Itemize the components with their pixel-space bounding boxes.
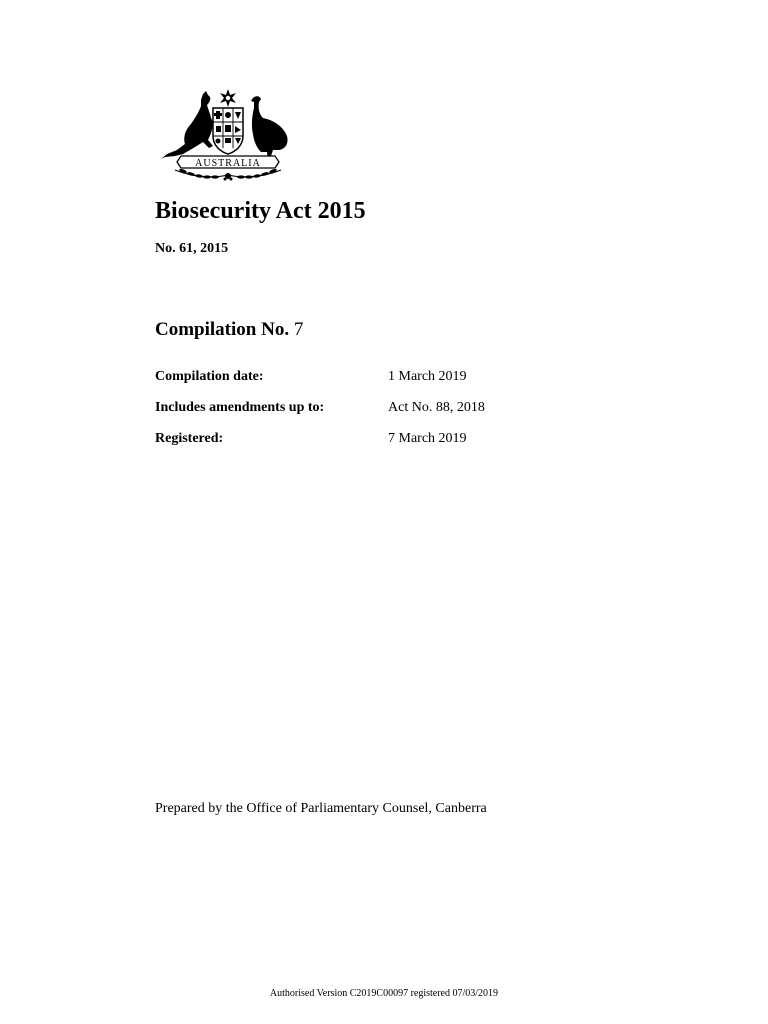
- australian-coat-of-arms: [155, 86, 300, 182]
- compilation-label: Compilation No.: [155, 319, 290, 340]
- authorised-version-footer: Authorised Version C2019C00097 registered 07/03/2019: [269, 988, 499, 999]
- detail-label: Includes amendments up to:: [155, 400, 325, 415]
- compilation-details: [155, 369, 575, 462]
- detail-value: Act No. 88, 2018: [388, 400, 485, 415]
- detail-label: Registered:: [155, 431, 224, 446]
- detail-value: 7 March 2019: [388, 431, 467, 446]
- crest-banner-text: AUSTRALIA: [195, 158, 261, 169]
- detail-row-registered: [155, 431, 575, 462]
- detail-row-compilation-date: [155, 369, 575, 400]
- compilation-heading: [155, 319, 303, 341]
- compilation-number: 7: [293, 319, 304, 340]
- act-title: Biosecurity Act 2015: [155, 198, 366, 224]
- detail-value: 1 March 2019: [388, 369, 467, 384]
- detail-row-amendments: [155, 400, 575, 431]
- detail-label: Compilation date:: [155, 369, 264, 384]
- prepared-by-note: Prepared by the Office of Parliamentary Counsel, Canberra: [155, 801, 487, 816]
- act-number: No. 61, 2015: [155, 241, 229, 256]
